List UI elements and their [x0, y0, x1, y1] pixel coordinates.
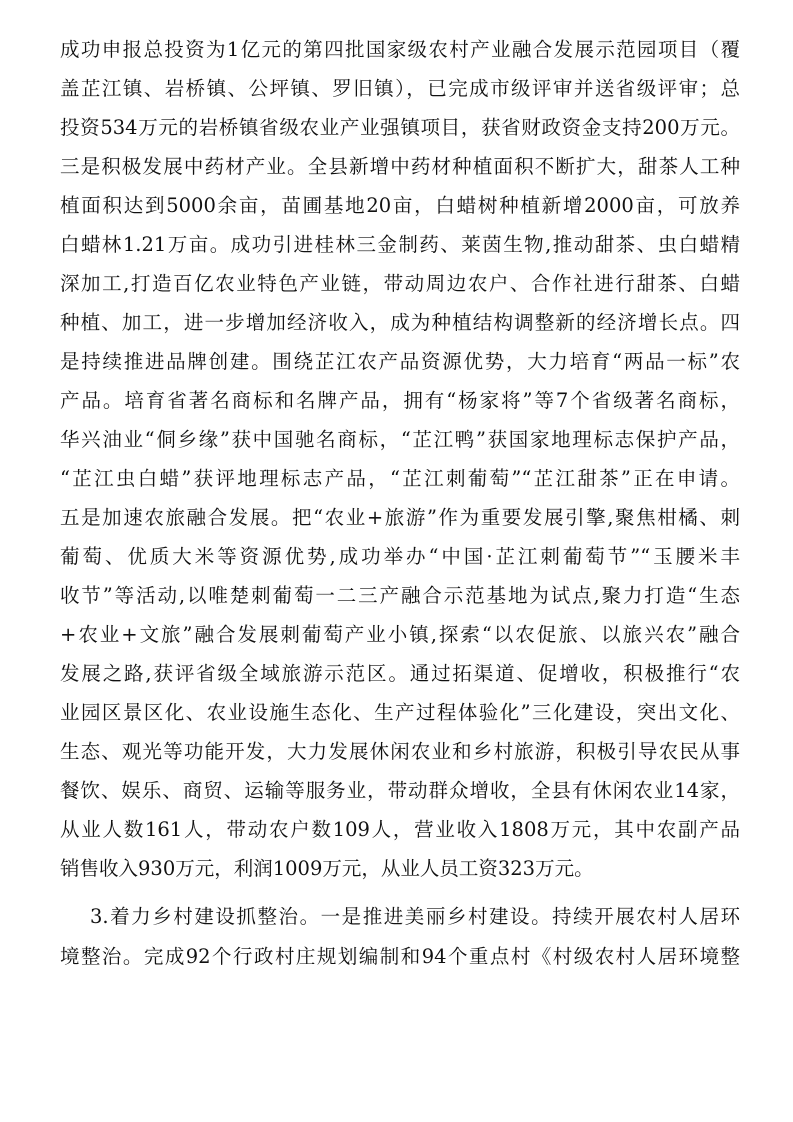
text-line: “芷江虫白蜡”获评地理标志产品，“芷江刺葡萄”“芷江甜茶”正在申请。 [60, 467, 740, 490]
text-line: 境整治。完成92个行政村庄规划编制和94个重点村《村级农村人居环境整 [60, 945, 740, 968]
text-line: 产品。培育省著名商标和名牌产品，拥有“杨家将”等7个省级著名商标， [60, 389, 740, 412]
text-line: 盖芷江镇、岩桥镇、公坪镇、罗旧镇），已完成市级评审并送省级评审；总 [60, 77, 740, 100]
text-line: 白蜡林1.21万亩。成功引进桂林三金制药、莱茵生物,推动甜茶、虫白蜡精 [60, 233, 740, 256]
text-line: 三是积极发展中药材产业。全县新增中药材种植面积不断扩大，甜茶人工种 [60, 155, 740, 178]
text-line: 业园区景区化、农业设施生态化、生产过程体验化”三化建设，突出文化、 [60, 701, 740, 724]
text-line: 餐饮、娱乐、商贸、运输等服务业，带动群众增收，全县有休闲农业14家， [60, 779, 740, 802]
text-line: 销售收入930万元，利润1009万元，从业人员工资323万元。 [60, 857, 594, 880]
text-line: 投资534万元的岩桥镇省级农业产业强镇项目，获省财政资金支持200万元。 [60, 116, 740, 139]
text-line: 3.着力乡村建设抓整治。一是推进美丽乡村建设。持续开展农村人居环 [90, 905, 740, 928]
text-line: +农业+文旅”融合发展刺葡萄产业小镇,探索“以农促旅、以旅兴农”融合 [60, 623, 740, 646]
text-line: 种植、加工，进一步增加经济收入，成为种植结构调整新的经济增长点。四 [60, 311, 740, 334]
text-line: 五是加速农旅融合发展。把“农业+旅游”作为重要发展引擎,聚焦柑橘、刺 [60, 506, 740, 529]
text-line: 葡萄、优质大米等资源优势,成功举办“中国·芷江刺葡萄节”“玉腰米丰 [60, 545, 740, 568]
text-line: 成功申报总投资为1亿元的第四批国家级农村产业融合发展示范园项目（覆 [60, 38, 740, 61]
text-line: 植面积达到5000余亩，苗圃基地20亩，白蜡树种植新增2000亩，可放养 [60, 194, 740, 217]
text-line: 发展之路,获评省级全域旅游示范区。通过拓渠道、促增收，积极推行“农 [60, 662, 740, 685]
text-line: 华兴油业“侗乡缘”获中国驰名商标，“芷江鸭”获国家地理标志保护产品， [60, 428, 740, 451]
text-line: 从业人数161人，带动农户数109人，营业收入1808万元，其中农副产品 [60, 818, 740, 841]
text-line: 生态、观光等功能开发，大力发展休闲农业和乡村旅游，积极引导农民从事 [60, 740, 740, 763]
text-line: 深加工,打造百亿农业特色产业链，带动周边农户、合作社进行甜茶、白蜡 [60, 272, 740, 295]
text-line: 收节”等活动,以唯楚刺葡萄一二三产融合示范基地为试点,聚力打造“生态 [60, 584, 740, 607]
text-line: 是持续推进品牌创建。围绕芷江农产品资源优势，大力培育“两品一标”农 [60, 350, 740, 373]
